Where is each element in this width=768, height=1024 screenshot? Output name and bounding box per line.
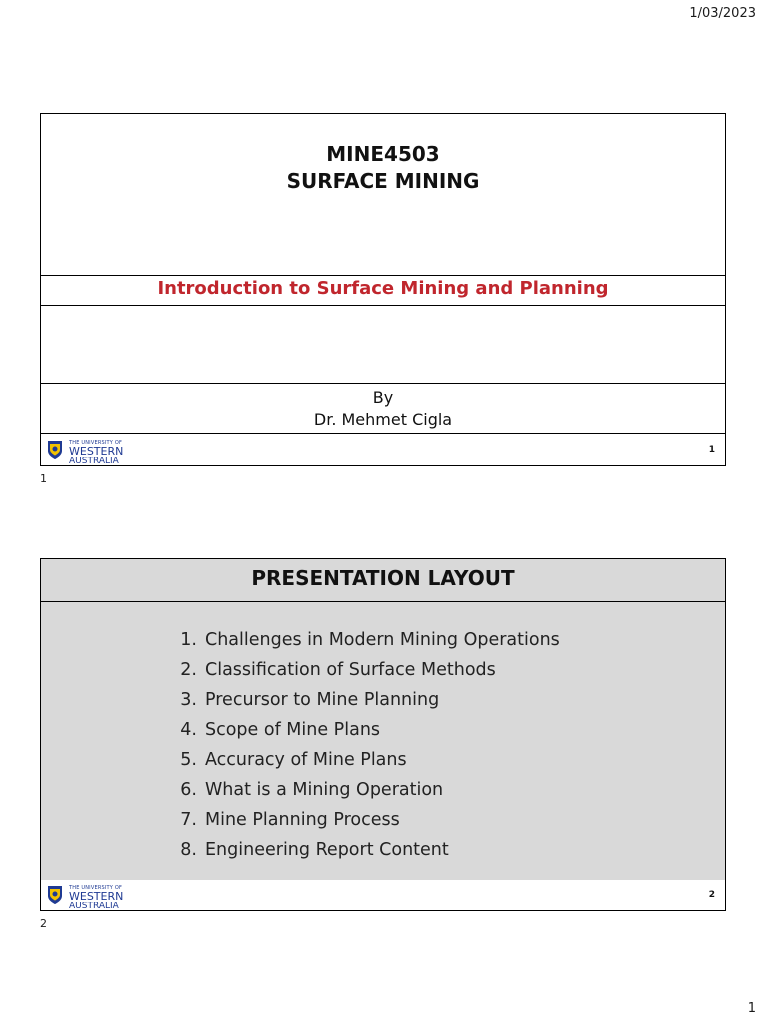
uwa-line2: WESTERN: [69, 445, 124, 458]
by-label: By: [372, 388, 394, 407]
slide-1-index: 1: [40, 472, 47, 485]
page-number: 1: [747, 1001, 756, 1016]
slide-1-title: [41, 141, 725, 195]
author-block: [41, 387, 725, 431]
uwa-logo: [47, 440, 127, 462]
list-item: 1. Challenges in Modern Mining Operations: [180, 630, 560, 650]
presentation-outline: [169, 625, 560, 865]
slide-2-title: PRESENTATION LAYOUT: [251, 566, 515, 590]
author-name: Dr. Mehmet Cigla: [313, 410, 453, 429]
slide-1-author-zone: [41, 383, 725, 434]
slide-2-footer: [41, 880, 725, 910]
slide-2: [40, 558, 726, 911]
page-date: 1/03/2023: [689, 6, 756, 21]
course-name: SURFACE MINING: [286, 169, 480, 193]
slide-2-index: 2: [40, 917, 47, 930]
uwa-crest-icon: [47, 440, 63, 460]
list-item: 6. What is a Mining Operation: [180, 780, 444, 800]
slide-1: [40, 113, 726, 466]
list-item: 7. Mine Planning Process: [180, 810, 400, 830]
uwa-line2: WESTERN: [69, 890, 124, 903]
slide-1-subtitle: Introduction to Surface Mining and Planning: [157, 278, 609, 299]
slide-1-title-zone: [41, 114, 725, 276]
list-item: 2. Classification of Surface Methods: [180, 660, 496, 680]
uwa-line1: THE UNIVERSITY OF: [69, 440, 123, 446]
uwa-line1: THE UNIVERSITY OF: [69, 885, 123, 891]
uwa-wordmark: [69, 885, 123, 909]
slide-1-subtitle-zone: [41, 275, 725, 306]
list-item: 4. Scope of Mine Plans: [180, 720, 381, 740]
course-code: MINE4503: [326, 142, 440, 166]
slide-1-footer: [41, 435, 725, 465]
uwa-line3: AUSTRALIA: [69, 902, 119, 909]
list-item: 8. Engineering Report Content: [180, 840, 449, 860]
list-item: 5. Accuracy of Mine Plans: [180, 750, 407, 770]
slide-1-footer-number: 1: [708, 445, 715, 455]
uwa-logo: [47, 885, 127, 907]
uwa-line3: AUSTRALIA: [69, 457, 119, 464]
slide-1-blank-zone: [41, 305, 725, 384]
uwa-crest-icon: [47, 885, 63, 905]
slide-2-title-zone: [41, 559, 725, 602]
list-item: 3. Precursor to Mine Planning: [180, 690, 440, 710]
slide-2-footer-number: 2: [708, 890, 715, 900]
uwa-wordmark: [69, 440, 123, 464]
